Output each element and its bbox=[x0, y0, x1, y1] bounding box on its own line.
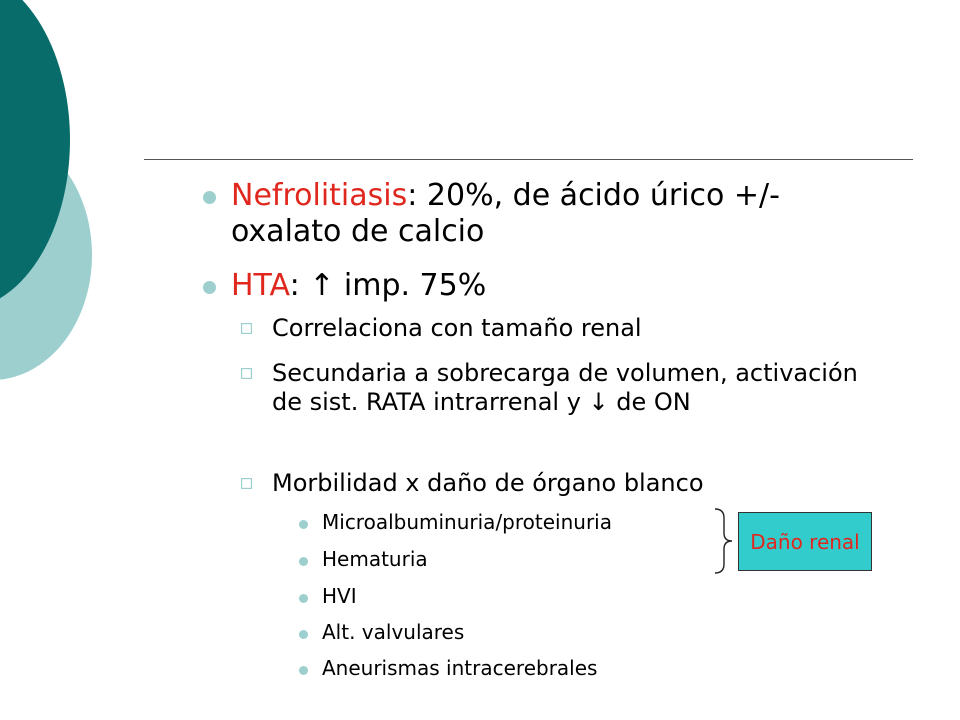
list-item-text: Aneurismas intracerebrales bbox=[322, 656, 598, 680]
bullet-highlight: Nefrolitiasis bbox=[231, 178, 408, 213]
callout-label: Daño renal bbox=[750, 529, 860, 554]
list-item bbox=[322, 584, 712, 608]
list-item bbox=[322, 620, 712, 644]
dano-renal-callout bbox=[738, 512, 872, 571]
bullet-nefrolitiasis bbox=[231, 178, 891, 250]
hollow-square-icon bbox=[241, 478, 252, 489]
bullet-text: : 20%, de ácido úrico +/- oxalato de calcio bbox=[231, 178, 780, 249]
sub-bullet-secundaria bbox=[272, 359, 892, 417]
hollow-square-icon bbox=[241, 323, 252, 334]
bullet-icon bbox=[299, 594, 308, 603]
list-item-text: Alt. valvulares bbox=[322, 620, 465, 644]
bullet-text: : ↑ imp. 75% bbox=[289, 268, 487, 303]
sub-bullet-text: Secundaria a sobrecarga de volumen, activación de sist. RATA intrarrenal y ↓ de ON bbox=[272, 359, 858, 416]
bullet-highlight: HTA bbox=[231, 268, 290, 303]
right-curly-brace-icon bbox=[712, 508, 736, 574]
list-item-text: Microalbuminuria/proteinuria bbox=[322, 510, 612, 534]
bullet-icon bbox=[203, 191, 216, 204]
bullet-icon bbox=[299, 557, 308, 566]
list-item-text: HVI bbox=[322, 584, 357, 608]
bullet-icon bbox=[203, 281, 216, 294]
list-item-text: Hematuria bbox=[322, 547, 428, 571]
hollow-square-icon bbox=[241, 368, 252, 379]
sub-bullet-morbilidad bbox=[272, 469, 902, 498]
sub-bullet-correlaciona bbox=[272, 314, 902, 343]
list-item bbox=[322, 656, 712, 680]
bullet-icon bbox=[299, 666, 308, 675]
bullet-hta bbox=[231, 268, 891, 304]
title-divider bbox=[144, 159, 913, 160]
bullet-icon bbox=[299, 520, 308, 529]
bullet-icon bbox=[299, 630, 308, 639]
sub-bullet-text: Morbilidad x daño de órgano blanco bbox=[272, 469, 704, 497]
list-item bbox=[322, 510, 712, 534]
sub-bullet-text: Correlaciona con tamaño renal bbox=[272, 314, 642, 342]
list-item bbox=[322, 547, 712, 571]
